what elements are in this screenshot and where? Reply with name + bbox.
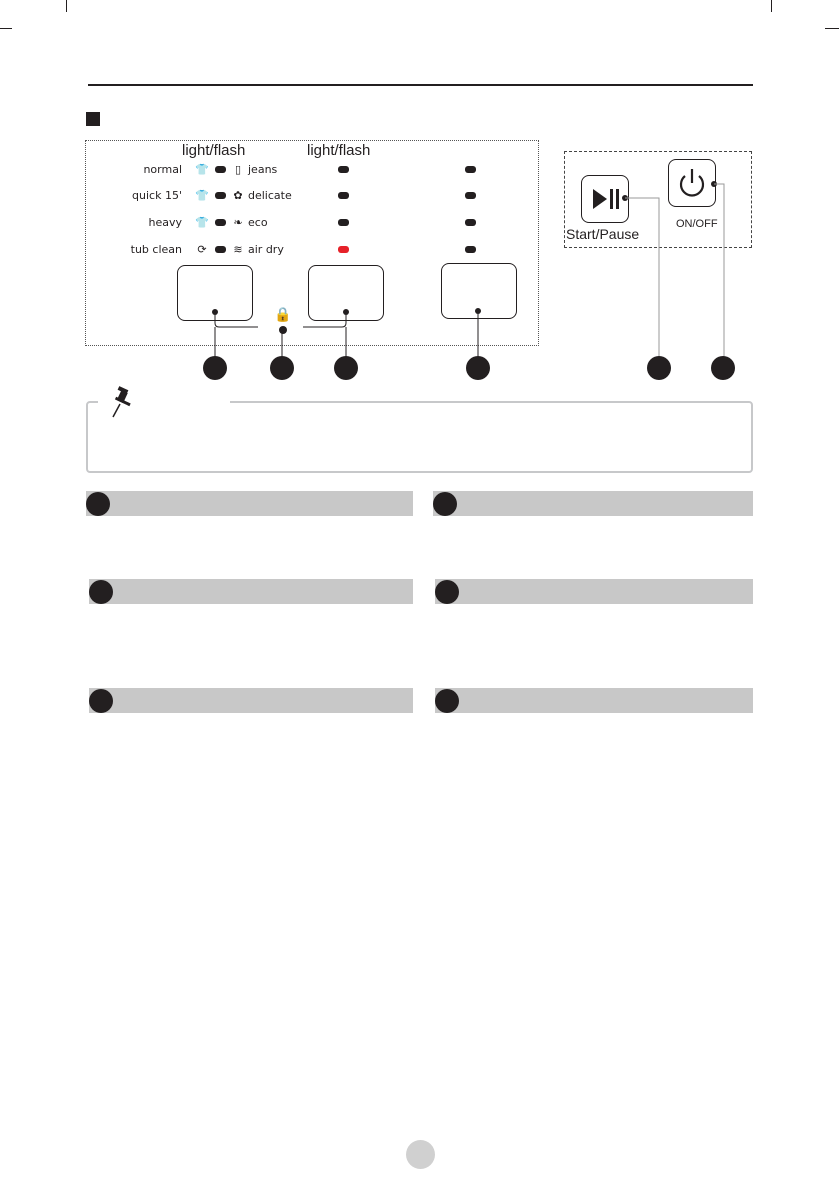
delicate-icon: ✿ [233,189,243,202]
program-label-delicate: delicate [248,189,292,202]
child-lock-icon: 🔒 [274,307,292,323]
callout-marker-6 [711,356,735,380]
callout-marker-2 [270,356,294,380]
description-bar-4 [435,579,753,604]
pushpin-icon [108,386,136,418]
callout-marker-1 [203,356,227,380]
description-marker-6 [435,689,459,713]
callout-connector-lines [0,0,839,400]
on-off-label: ON/OFF [676,218,718,230]
description-marker-1 [86,492,110,516]
callout-marker-4 [466,356,490,380]
program-label-normal: normal [143,163,182,176]
note-box [86,401,753,473]
quick-shirt-icon: 👕 [195,189,209,202]
program-label-tub-clean: tub clean [130,243,182,256]
description-bar-6 [435,688,753,713]
page-number-marker [406,1140,435,1169]
callout-marker-3 [334,356,358,380]
description-bar-1 [86,491,413,516]
program-label-air-dry: air dry [248,243,284,256]
eco-leaf-icon: ❧ [233,216,243,229]
description-bar-3 [89,579,413,604]
description-marker-3 [89,580,113,604]
description-marker-5 [89,689,113,713]
option-column-header: light/flash [307,142,371,159]
callout-marker-5 [647,356,671,380]
shirt-icon: 👕 [195,163,209,176]
description-bar-2 [433,491,753,516]
heavy-shirt-icon: 👕 [195,216,209,229]
description-marker-2 [433,492,457,516]
jeans-icon: ▯ [234,163,242,176]
description-bar-5 [89,688,413,713]
program-column-header: light/flash [182,142,246,159]
program-label-eco: eco [248,216,268,229]
tub-clean-icon: ⟳ [197,243,207,256]
program-label-jeans: jeans [248,163,278,176]
program-label-heavy: heavy [148,216,182,229]
program-label-quick15: quick 15' [132,189,182,202]
start-pause-label: Start/Pause [566,226,640,242]
air-dry-icon: ≋ [233,243,243,256]
description-marker-4 [435,580,459,604]
